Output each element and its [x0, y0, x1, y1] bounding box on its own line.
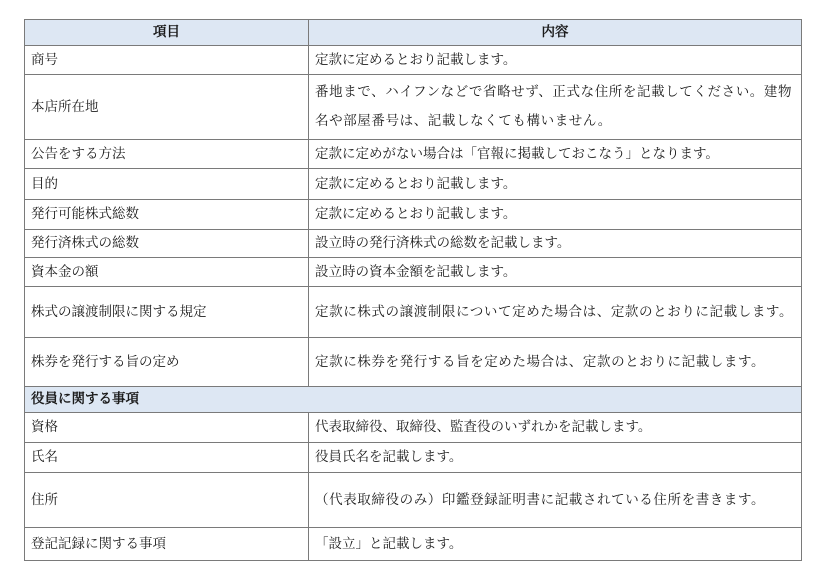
- section-title: 役員に関する事項: [25, 387, 802, 413]
- table-row: [25, 200, 802, 230]
- row-item: 株式の譲渡制限に関する規定: [25, 287, 309, 338]
- row-item: 資格: [25, 413, 309, 443]
- row-content: 定款に株式の譲渡制限について定めた場合は、定款のとおりに記載します。: [309, 287, 802, 338]
- row-item: 登記記録に関する事項: [25, 528, 309, 561]
- row-item: 発行済株式の総数: [25, 230, 309, 258]
- table-row: [25, 75, 802, 140]
- row-content: 「設立」と記載します。: [309, 528, 802, 561]
- row-content: 定款に株券を発行する旨を定めた場合は、定款のとおりに記載します。: [309, 338, 802, 387]
- table-row: [25, 258, 802, 287]
- table-header-row: [25, 20, 802, 46]
- table-row: [25, 443, 802, 473]
- registration-items-table: [24, 19, 802, 561]
- table-row: [25, 473, 802, 528]
- row-content: 定款に定めるとおり記載します。: [309, 169, 802, 200]
- row-content: 番地まで、ハイフンなどで省略せず、正式な住所を記載してください。建物名や部屋番号は、記載しなくても構いません。: [309, 75, 802, 140]
- table-row: [25, 46, 802, 75]
- table-row: [25, 338, 802, 387]
- row-content: 設立時の発行済株式の総数を記載します。: [309, 230, 802, 258]
- table-row: [25, 230, 802, 258]
- row-item: 商号: [25, 46, 309, 75]
- column-header-content: 内容: [309, 20, 802, 46]
- row-item: 公告をする方法: [25, 140, 309, 169]
- section-header-row: [25, 387, 802, 413]
- row-content: 定款に定めるとおり記載します。: [309, 46, 802, 75]
- row-content: 役員氏名を記載します。: [309, 443, 802, 473]
- row-item: 目的: [25, 169, 309, 200]
- table-row: [25, 287, 802, 338]
- row-content: （代表取締役のみ）印鑑登録証明書に記載されている住所を書きます。: [309, 473, 802, 528]
- row-content: 定款に定めがない場合は「官報に掲載しておこなう」となります。: [309, 140, 802, 169]
- row-item: 株券を発行する旨の定め: [25, 338, 309, 387]
- row-content: 設立時の資本金額を記載します。: [309, 258, 802, 287]
- table-row: [25, 413, 802, 443]
- table-row: [25, 528, 802, 561]
- row-item: 発行可能株式総数: [25, 200, 309, 230]
- row-item: 住所: [25, 473, 309, 528]
- column-header-item: 項目: [25, 20, 309, 46]
- row-content: 定款に定めるとおり記載します。: [309, 200, 802, 230]
- row-item: 資本金の額: [25, 258, 309, 287]
- table-row: [25, 169, 802, 200]
- row-content: 代表取締役、取締役、監査役のいずれかを記載します。: [309, 413, 802, 443]
- row-item: 本店所在地: [25, 75, 309, 140]
- table-row: [25, 140, 802, 169]
- row-item: 氏名: [25, 443, 309, 473]
